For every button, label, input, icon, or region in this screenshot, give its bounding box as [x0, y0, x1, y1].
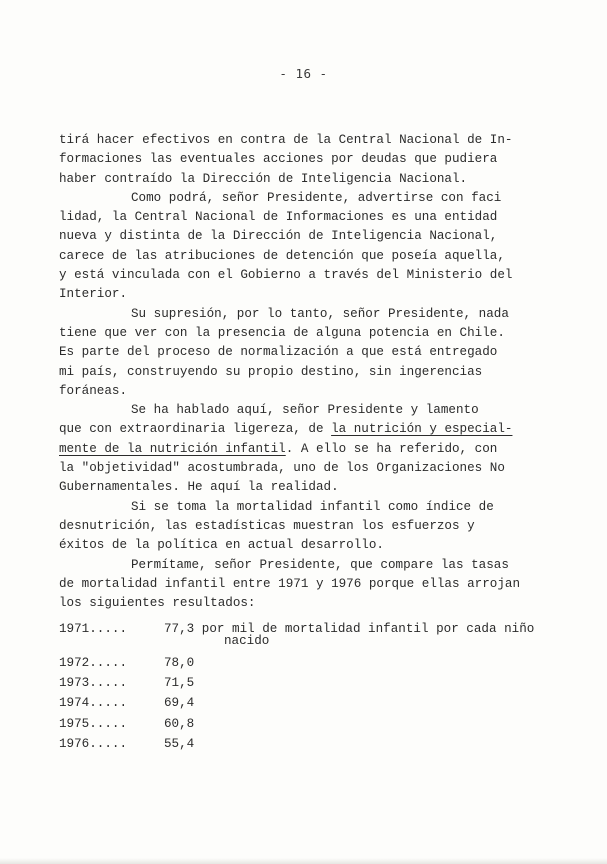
table-row — [59, 620, 559, 637]
text-line — [59, 382, 569, 401]
text-line — [59, 343, 569, 362]
text-segment: éxitos de la política en actual desarrollo. — [59, 538, 384, 553]
text-segment: los siguientes resultados: — [59, 596, 256, 611]
table-year: 1973..... — [59, 676, 128, 691]
text-segment: Permítame, señor Presidente, que compare las tasas — [131, 557, 509, 572]
text-segment: carece de las atribuciones de detención que poseía aquella, — [59, 248, 505, 263]
text-segment: . A ello se ha referido, con — [285, 441, 498, 456]
table-value: 55,4 — [164, 736, 195, 751]
page-edge-shadow — [0, 858, 607, 864]
mortality-table — [59, 620, 559, 755]
text-line — [59, 536, 569, 555]
body-text — [59, 131, 569, 613]
text-line — [59, 189, 569, 208]
text-segment: Como podrá, señor Presidente, advertirse con faci — [131, 190, 502, 205]
text-line — [59, 150, 569, 169]
text-segment: nueva y distinta de la Dirección de Inteligencia Nacional, — [59, 229, 498, 244]
text-segment: Si se toma la mortalidad infantil como índice de — [131, 499, 494, 514]
underlined-text: la nutrición y especial- — [331, 422, 513, 437]
table-row — [59, 735, 559, 755]
text-line — [59, 459, 569, 478]
text-line — [59, 227, 569, 246]
text-segment: tirá hacer efectivos en contra de la Central Nacional de In- — [59, 133, 513, 147]
paragraph — [59, 401, 569, 497]
text-line — [59, 401, 569, 420]
text-line — [59, 131, 569, 150]
table-year: 1972..... — [59, 656, 128, 670]
text-line — [59, 420, 569, 439]
text-segment: Interior. — [59, 287, 128, 302]
underlined-text: mente de la nutrición infantil — [59, 441, 286, 456]
text-line — [59, 575, 569, 594]
text-line — [59, 478, 569, 497]
text-line — [59, 440, 569, 459]
text-segment: haber contraído la Dirección de Inteligencia Nacional. — [59, 171, 468, 186]
text-line — [59, 498, 569, 517]
text-line — [59, 594, 569, 613]
text-line — [59, 208, 569, 227]
paragraph — [59, 131, 569, 189]
text-segment: Gubernamentales. He aquí la realidad. — [59, 480, 339, 495]
text-line — [59, 266, 569, 285]
paragraph — [59, 305, 569, 401]
text-segment: mi país, construyendo su propio destino, sin ingerencias — [59, 364, 483, 379]
text-segment: lidad, la Central Nacional de Informaciones es una entidad — [59, 210, 498, 225]
table-value: 69,4 — [164, 696, 195, 711]
text-line — [59, 170, 569, 189]
table-note: por mil de mortalidad infantil por cada niño — [194, 622, 535, 636]
paragraph — [59, 189, 569, 305]
text-segment: y está vinculada con el Gobierno a través del Ministerio del — [59, 268, 513, 283]
text-segment: Es parte del proceso de normalización a que está entregado — [59, 345, 498, 360]
text-segment: Su supresión, por lo tanto, señor Presidente, nada — [131, 306, 509, 321]
text-segment: formaciones las eventuales acciones por deudas que pudiera — [59, 152, 498, 167]
table-row — [59, 654, 559, 674]
text-line — [59, 247, 569, 266]
table-value: 77,3 — [164, 622, 195, 636]
page-number: - 16 - — [279, 66, 328, 81]
table-year: 1974..... — [59, 696, 128, 711]
table-year: 1971..... — [59, 622, 128, 636]
table-row — [59, 715, 559, 735]
text-segment: la "objetividad" acostumbrada, uno de los Organizaciones No — [59, 461, 505, 476]
text-segment: foráneas. — [59, 383, 128, 398]
text-line — [59, 517, 569, 536]
text-line — [59, 285, 569, 304]
table-value: 60,8 — [164, 716, 195, 731]
table-row — [59, 694, 559, 714]
table-value: 71,5 — [164, 676, 195, 691]
paragraph — [59, 498, 569, 556]
text-segment: de mortalidad infantil entre 1971 y 1976 porque ellas arrojan — [59, 576, 521, 591]
paragraph — [59, 556, 569, 614]
table-note-continuation: nacido — [224, 634, 270, 648]
text-segment: Se ha hablado aquí, señor Presidente y lamento — [131, 403, 479, 418]
text-line — [59, 324, 569, 343]
table-value: 78,0 — [164, 656, 195, 670]
text-segment: tiene que ver con la presencia de alguna potencia en Chile. — [59, 325, 505, 340]
table-year: 1976..... — [59, 736, 128, 751]
text-segment: desnutrición, las estadísticas muestran los esfuerzos y — [59, 518, 475, 533]
text-line — [59, 556, 569, 575]
table-year: 1975..... — [59, 716, 128, 731]
text-segment: que con extraordinaria ligereza, de — [59, 422, 332, 437]
text-line — [59, 305, 569, 324]
text-line — [59, 363, 569, 382]
table-row — [59, 674, 559, 694]
